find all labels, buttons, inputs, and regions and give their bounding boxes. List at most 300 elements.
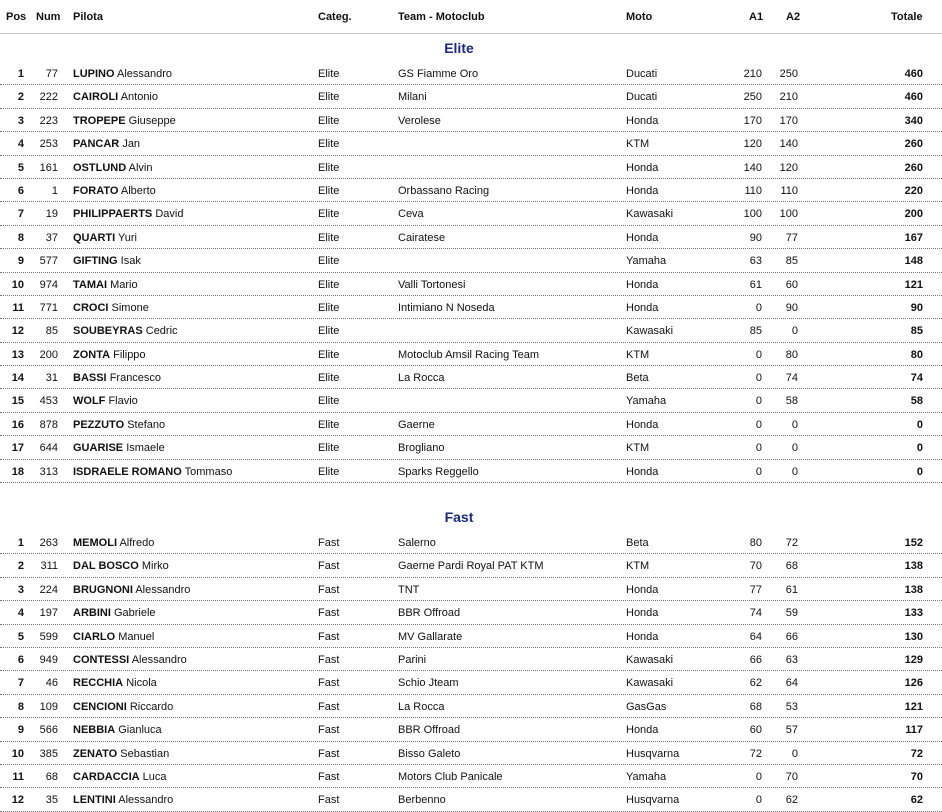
cell-a2: 250 [779,68,798,80]
cell-total: 80 [910,348,923,361]
cell-moto: Ducati [626,91,658,104]
cell-rider [73,232,137,244]
header-num: Num [36,11,61,23]
cell-rider [73,794,173,806]
cell-rider [73,138,140,150]
cell-number: 197 [39,607,58,620]
cell-team: Milani [398,91,427,104]
section-title [0,34,942,62]
cell-a2: 66 [785,630,798,643]
cell-a1: 100 [743,208,762,221]
rider-surname: FORATO [73,184,119,197]
cell-category: Elite [318,114,340,127]
rider-surname: ARBINI [73,607,111,620]
table-row [0,625,942,648]
rider-surname: CROCI [73,301,109,314]
cell-position: 2 [17,91,24,104]
cell-category: Elite [318,68,340,80]
cell-a1: 64 [749,630,762,643]
cell-number: 37 [45,231,58,244]
section-title-text: Elite [444,40,474,56]
rider-name: Cedric [145,325,178,338]
cell-number: 77 [45,68,58,80]
cell-category: Fast [318,747,340,760]
header-team: Team - Motoclub [398,11,485,23]
cell-moto: KTM [626,138,650,151]
cell-a1: 80 [749,537,762,550]
rider-name: Mirko [141,560,169,573]
cell-number: 35 [45,794,58,807]
cell-team: Sparks Reggello [398,465,479,478]
cell-a1: 0 [755,465,762,478]
cell-a2: 64 [785,677,798,690]
rider-surname: DAL BOSCO [73,560,139,573]
cell-rider [73,91,158,103]
cell-moto: Beta [626,372,649,385]
cell-number: 644 [39,442,58,455]
cell-rider [73,349,146,361]
rider-surname: PHILIPPAERTS [73,208,153,221]
rider-surname: CAIROLI [73,91,119,104]
cell-a2: 90 [785,301,798,314]
table-row [0,319,942,342]
cell-a1: 90 [749,231,762,244]
cell-rider [73,654,187,666]
cell-category: Elite [318,278,340,291]
rider-name: Alessandro [117,68,173,80]
cell-category: Fast [318,770,340,783]
cell-total: 152 [904,537,923,550]
table-row [0,366,942,389]
cell-a1: 61 [749,278,762,291]
table-row [0,601,942,624]
rider-name: Alessandro [131,653,187,666]
cell-position: 15 [11,395,24,408]
rider-name: Stefano [127,418,166,431]
rider-surname: RECCHIA [73,677,124,690]
cell-category: Fast [318,560,340,573]
cell-category: Elite [318,161,340,174]
cell-category: Fast [318,653,340,666]
table-row [0,788,942,811]
cell-total: 126 [904,677,923,690]
cell-rider [73,208,183,220]
cell-total: 74 [910,372,923,385]
cell-number: 385 [39,747,58,760]
cell-a2: 100 [779,208,798,221]
cell-category: Elite [318,255,340,268]
cell-category: Elite [318,91,340,104]
cell-a2: 61 [785,583,798,596]
rider-surname: PANCAR [73,138,120,151]
cell-position: 11 [12,770,24,783]
cell-category: Fast [318,630,340,643]
cell-position: 13 [11,348,24,361]
cell-rider [73,631,154,643]
cell-a1: 0 [755,301,762,314]
cell-moto: Honda [626,583,659,596]
cell-position: 7 [17,208,24,221]
cell-moto: Honda [626,184,659,197]
rider-surname: CONTESSI [73,653,130,666]
cell-number: 109 [39,700,58,713]
cell-position: 17 [11,442,24,455]
cell-total: 133 [904,607,923,620]
cell-total: 340 [904,114,923,127]
cell-total: 260 [904,138,923,151]
cell-position: 3 [17,114,24,127]
cell-team: Berbenno [398,794,446,807]
cell-a2: 210 [779,91,798,104]
cell-number: 974 [39,278,58,291]
cell-position: 18 [11,465,24,478]
cell-number: 771 [39,301,58,314]
cell-category: Elite [318,442,340,455]
cell-a1: 0 [755,418,762,431]
table-row [0,226,942,249]
cell-total: 0 [916,465,923,478]
cell-moto: Yamaha [626,770,667,783]
cell-number: 878 [39,418,58,431]
cell-category: Elite [318,395,340,408]
rider-surname: LUPINO [73,68,115,80]
rider-name: Isak [120,255,141,268]
cell-number: 19 [45,208,58,221]
cell-position: 7 [17,677,24,690]
cell-moto: Yamaha [626,255,667,268]
cell-a1: 72 [749,747,762,760]
table-header [0,0,942,34]
cell-number: 85 [45,325,58,338]
rider-surname: CARDACCIA [73,770,140,783]
cell-number: 949 [39,653,58,666]
cell-category: Elite [318,325,340,338]
cell-moto: Kawasaki [626,208,674,221]
cell-total: 121 [904,700,923,713]
cell-moto: Honda [626,607,659,620]
rider-name: Alberto [120,184,156,197]
cell-position: 9 [17,255,24,268]
cell-a1: 68 [749,700,762,713]
cell-total: 460 [904,91,923,104]
cell-rider [73,560,169,572]
rider-surname: GUARISE [73,442,124,455]
cell-a2: 58 [785,395,798,408]
cell-position: 12 [11,325,24,338]
header-pos: Pos [6,11,27,23]
cell-rider [73,701,173,713]
cell-total: 460 [904,68,923,80]
section-spacer [0,483,942,503]
cell-category: Fast [318,583,340,596]
header-pilota: Pilota [73,11,103,23]
cell-rider [73,325,178,337]
cell-rider [73,419,165,431]
cell-category: Fast [318,607,340,620]
cell-category: Elite [318,138,340,151]
cell-team: GS Fiamme Oro [398,68,479,80]
rider-surname: BASSI [73,372,107,385]
table-row [0,389,942,412]
cell-team: Brogliano [398,442,445,455]
cell-a2: 72 [785,537,798,550]
table-row [0,531,942,554]
rider-name: Alvin [128,161,153,174]
rider-name: Yuri [118,231,137,244]
cell-rider [73,584,190,596]
cell-a2: 77 [785,231,798,244]
cell-a2: 0 [791,418,798,431]
cell-number: 200 [39,348,58,361]
cell-a1: 74 [749,607,762,620]
cell-position: 5 [17,630,24,643]
cell-total: 121 [904,278,923,291]
cell-category: Elite [318,301,340,314]
cell-total: 138 [904,560,923,573]
cell-total: 62 [910,794,923,807]
cell-moto: Beta [626,537,649,550]
rider-name: Ismaele [126,442,165,455]
table-row [0,718,942,741]
cell-moto: KTM [626,348,650,361]
cell-team: Valli Tortonesi [398,278,466,291]
cell-total: 129 [904,653,923,666]
cell-team: BBR Offroad [398,724,461,737]
rider-name: Nicola [126,677,157,690]
cell-rider [73,724,162,736]
rider-surname: ISDRAELE ROMANO [73,465,182,478]
cell-number: 46 [45,677,58,690]
cell-a2: 62 [785,794,798,807]
cell-position: 4 [17,607,24,620]
cell-rider [73,677,157,689]
cell-team: Cairatese [398,231,446,244]
cell-a1: 60 [749,724,762,737]
cell-a1: 0 [755,770,762,783]
cell-moto: Honda [626,418,659,431]
cell-position: 5 [17,161,24,174]
cell-moto: Honda [626,161,659,174]
rider-surname: TAMAI [73,278,108,291]
header-moto: Moto [626,11,653,23]
cell-rider [73,395,138,407]
rider-surname: ZONTA [73,348,111,361]
cell-moto: Kawasaki [626,653,674,666]
cell-total: 58 [910,395,923,408]
cell-category: Fast [318,700,340,713]
rider-surname: TROPEPE [73,114,126,127]
cell-a2: 0 [791,465,798,478]
table-row [0,460,942,483]
cell-total: 260 [904,161,923,174]
cell-a1: 110 [744,184,762,197]
cell-rider [73,185,156,197]
cell-position: 1 [17,68,24,80]
cell-a1: 210 [743,68,762,80]
cell-rider [73,771,167,783]
cell-rider [73,466,232,478]
cell-rider [73,68,172,80]
rider-surname: SOUBEYRAS [73,325,143,338]
section-title-text: Fast [444,509,474,526]
cell-number: 566 [39,724,58,737]
cell-a2: 140 [779,138,798,151]
cell-moto: KTM [626,560,650,573]
cell-position: 8 [17,700,24,713]
cell-team: Orbassano Racing [398,184,490,197]
cell-a1: 63 [749,255,762,268]
cell-total: 117 [905,724,923,737]
cell-position: 8 [17,231,24,244]
cell-total: 138 [904,583,923,596]
rider-name: Antonio [120,91,158,104]
cell-team: Salerno [398,537,436,550]
cell-number: 263 [39,537,58,550]
cell-category: Elite [318,418,340,431]
rider-surname: NEBBIA [73,724,116,737]
cell-number: 313 [39,465,58,478]
cell-a2: 59 [785,607,798,620]
table-row [0,202,942,225]
table-row [0,554,942,577]
cell-a1: 0 [755,442,762,455]
cell-a2: 0 [791,442,798,455]
header-a1: A1 [749,11,764,23]
sections-container [0,34,942,812]
rider-surname: MEMOLI [73,537,117,550]
cell-number: 223 [39,114,58,127]
cell-total: 0 [916,442,923,455]
cell-category: Fast [318,794,340,807]
cell-position: 11 [12,301,24,314]
cell-moto: Yamaha [626,395,667,408]
table-row [0,179,942,202]
cell-a2: 68 [785,560,798,573]
rider-name: Luca [142,770,167,783]
cell-position: 10 [11,278,24,291]
rider-surname: LENTINI [73,794,116,807]
cell-number: 31 [45,372,58,385]
cell-moto: Honda [626,301,659,314]
cell-category: Elite [318,231,340,244]
cell-rider [73,372,161,384]
table-row [0,671,942,694]
cell-team: Bisso Galeto [398,747,461,760]
rider-surname: CENCIONI [73,700,127,713]
cell-a1: 0 [755,372,762,385]
table-row [0,85,942,108]
cell-a1: 77 [749,583,762,596]
cell-moto: Kawasaki [626,325,674,338]
cell-category: Elite [318,184,340,197]
cell-category: Elite [318,372,340,385]
cell-position: 3 [17,583,24,596]
table-row [0,343,942,366]
cell-team: La Rocca [398,700,445,713]
table-row [0,156,942,179]
cell-a1: 85 [749,325,762,338]
cell-total: 0 [916,418,923,431]
cell-rider [73,162,152,174]
cell-moto: Honda [626,114,659,127]
cell-total: 72 [910,747,923,760]
table-row [0,273,942,296]
cell-a2: 120 [779,161,798,174]
rider-name: Flavio [108,395,138,408]
cell-team: Intimiano N Noseda [398,301,495,314]
cell-a2: 63 [785,653,798,666]
cell-moto: Husqvarna [626,747,680,760]
cell-a2: 170 [779,114,798,127]
rider-name: Mario [110,278,138,291]
cell-moto: KTM [626,442,650,455]
cell-number: 311 [40,560,58,573]
cell-a2: 85 [785,255,798,268]
cell-a2: 80 [785,348,798,361]
cell-position: 4 [17,138,24,151]
cell-a1: 140 [743,161,762,174]
cell-category: Fast [318,724,340,737]
table-row [0,742,942,765]
cell-position: 10 [11,747,24,760]
cell-a2: 53 [785,700,798,713]
cell-category: Fast [318,677,340,690]
rider-surname: WOLF [73,395,106,408]
table-row [0,648,942,671]
cell-moto: GasGas [626,700,667,713]
cell-team: Motors Club Panicale [398,770,503,783]
rider-name: Riccardo [129,700,174,713]
cell-a2: 0 [791,325,798,338]
rider-surname: GIFTING [73,255,118,268]
cell-category: Fast [318,537,340,550]
cell-moto: Husqvarna [626,794,680,807]
table-row [0,109,942,132]
table-row [0,249,942,272]
cell-team: Gaerne [398,418,435,431]
rider-name: Filippo [113,348,146,361]
rider-surname: PEZZUTO [73,418,125,431]
cell-position: 16 [11,418,24,431]
cell-number: 577 [39,255,58,268]
cell-team: Gaerne Pardi Royal PAT KTM [398,560,544,573]
cell-a1: 0 [755,348,762,361]
cell-team: La Rocca [398,372,445,385]
rider-name: Simone [111,301,149,314]
rider-name: Gabriele [113,607,156,620]
cell-position: 6 [17,653,24,666]
cell-moto: Honda [626,724,659,737]
cell-rider [73,302,149,314]
rider-surname: CIARLO [73,630,116,643]
cell-total: 200 [904,208,923,221]
cell-number: 453 [39,395,58,408]
cell-moto: Honda [626,278,659,291]
rider-name: Jan [122,138,141,151]
cell-a2: 110 [780,184,798,197]
cell-number: 253 [39,138,58,151]
cell-team: BBR Offroad [398,607,461,620]
cell-a1: 0 [755,395,762,408]
cell-a1: 70 [749,560,762,573]
cell-team: Schio Jteam [398,677,459,690]
table-row [0,695,942,718]
cell-team: Ceva [398,208,424,221]
cell-total: 167 [904,231,923,244]
cell-number: 224 [39,583,58,596]
cell-a2: 0 [791,747,798,760]
table-row [0,296,942,319]
